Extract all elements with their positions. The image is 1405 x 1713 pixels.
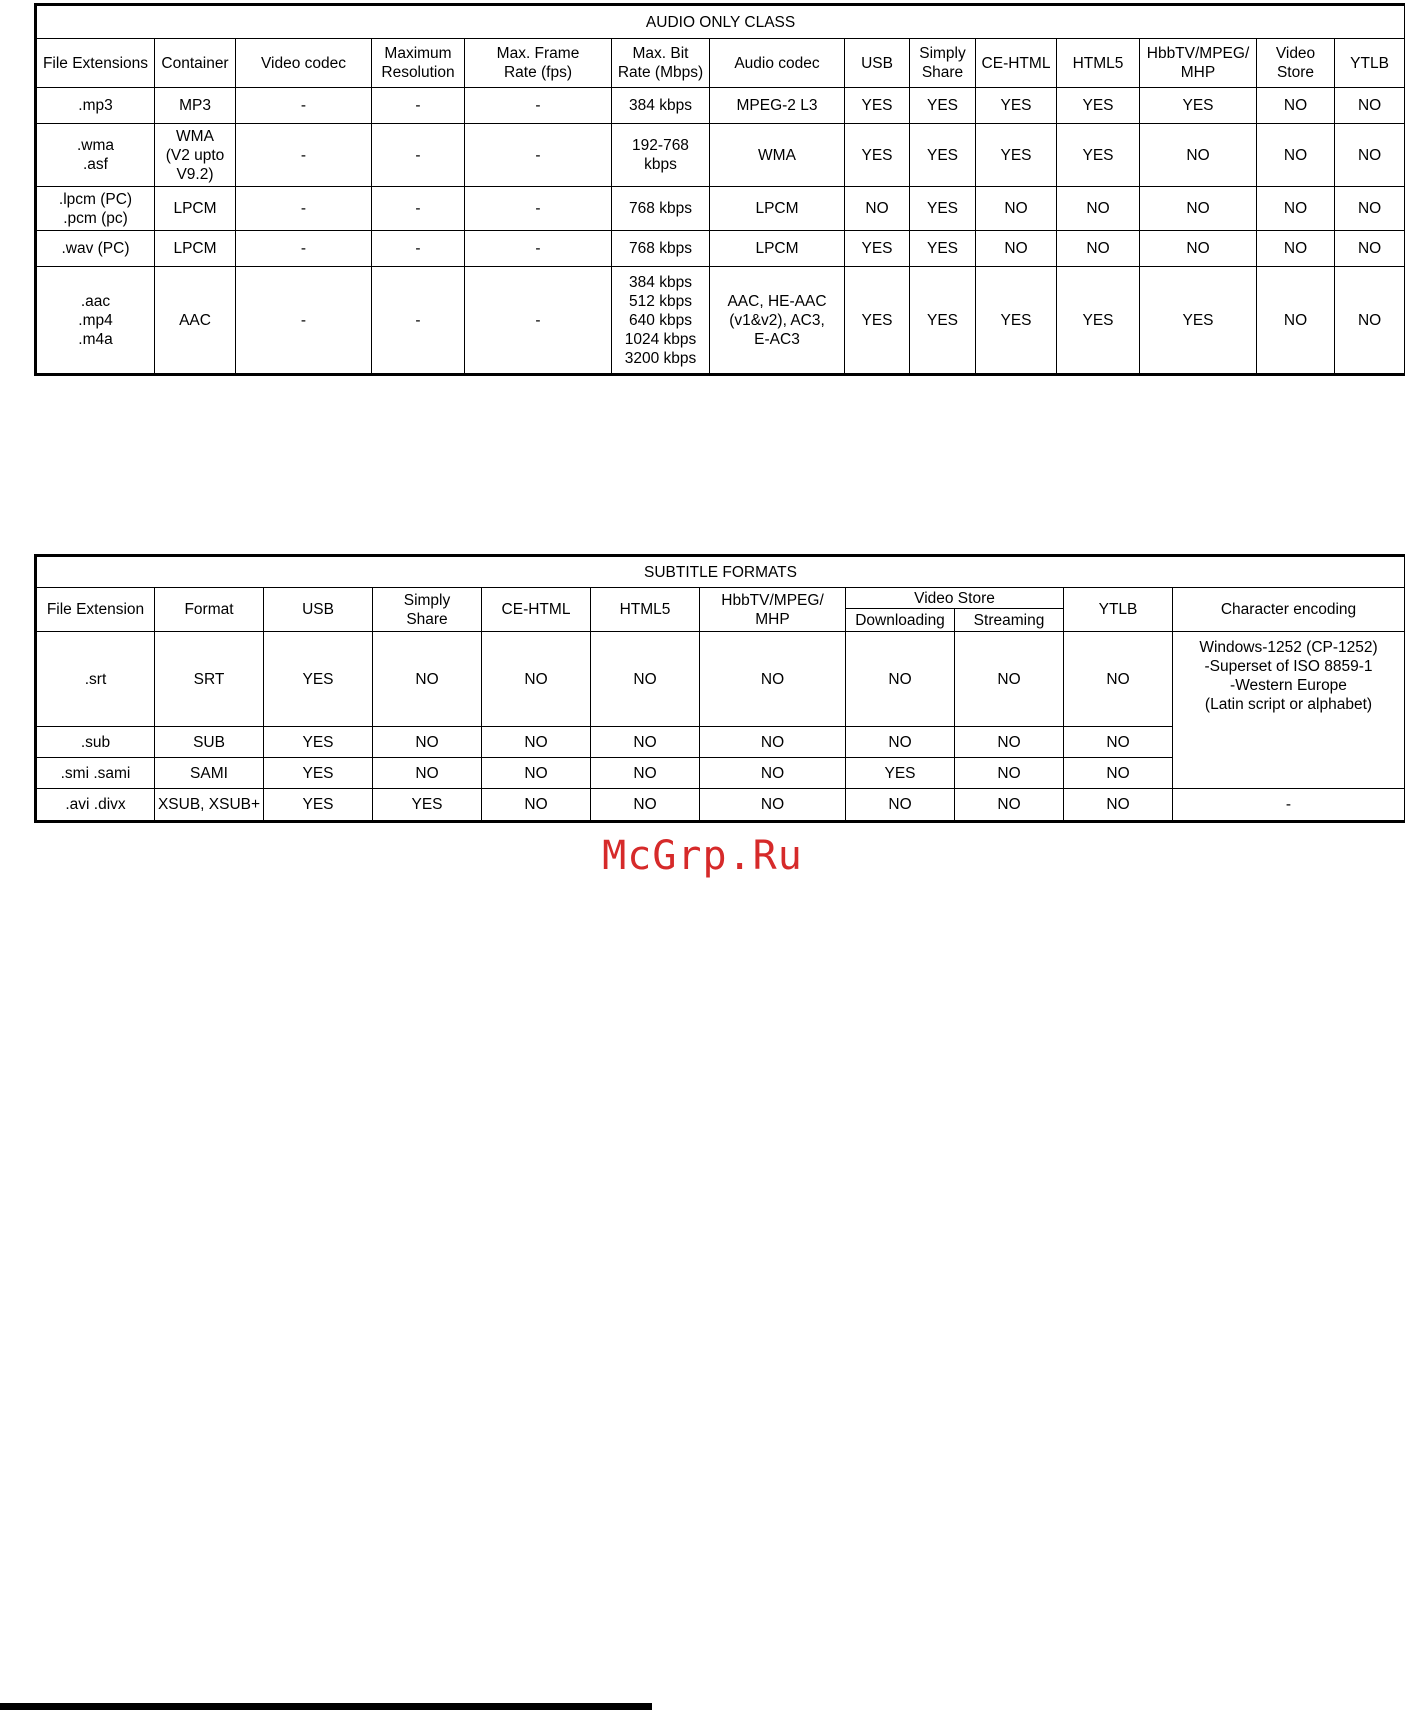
table-cell: .wav (PC): [36, 231, 155, 267]
table-cell: .mp3: [36, 88, 155, 124]
table-cell: NO: [1057, 231, 1140, 267]
table-cell: -: [236, 124, 372, 187]
table-row: [36, 88, 1405, 124]
table-cell: NO: [976, 187, 1057, 231]
table-cell: -: [372, 267, 465, 375]
table-cell: NO: [482, 727, 591, 758]
header-usb: USB: [845, 39, 910, 88]
table-cell: -: [236, 267, 372, 375]
table-cell: -: [465, 231, 612, 267]
header-character-encoding: Character encoding: [1173, 588, 1405, 632]
table-cell: YES: [910, 187, 976, 231]
character-encoding-divx-cell: -: [1173, 789, 1405, 822]
header-video-store: Video Store: [1257, 39, 1335, 88]
table-cell: YES: [910, 231, 976, 267]
table-cell: NO: [1140, 231, 1257, 267]
table-cell: LPCM: [710, 231, 845, 267]
table-cell: NO: [482, 632, 591, 727]
table-cell: YES: [264, 632, 373, 727]
table-cell: NO: [1140, 187, 1257, 231]
table-cell: -: [372, 88, 465, 124]
table-cell: NO: [1064, 632, 1173, 727]
table-cell: NO: [1064, 727, 1173, 758]
table-cell: NO: [976, 231, 1057, 267]
table-cell: YES: [910, 124, 976, 187]
table-cell: NO: [1335, 88, 1405, 124]
table-cell: NO: [482, 758, 591, 789]
table-cell: NO: [591, 758, 700, 789]
table-cell: NO: [1257, 231, 1335, 267]
table-row: [36, 187, 1405, 231]
table-cell: NO: [1335, 231, 1405, 267]
table-cell: NO: [591, 789, 700, 822]
table-cell: YES: [264, 727, 373, 758]
header-video-codec: Video codec: [236, 39, 372, 88]
table-cell: SUB: [155, 727, 264, 758]
table-cell: NO: [1335, 267, 1405, 375]
header-ytlb: YTLB: [1064, 588, 1173, 632]
header-file-extension: File Extension: [36, 588, 155, 632]
table-cell: AAC: [155, 267, 236, 375]
table-cell: .lpcm (PC) .pcm (pc): [36, 187, 155, 231]
table-cell: SRT: [155, 632, 264, 727]
header-hbbtv: HbbTV/MPEG/ MHP: [700, 588, 846, 632]
table-cell: YES: [910, 88, 976, 124]
table-cell: -: [236, 187, 372, 231]
table-cell: YES: [846, 758, 955, 789]
table-cell: NO: [955, 758, 1064, 789]
table-cell: NO: [373, 632, 482, 727]
table-cell: NO: [846, 789, 955, 822]
table-cell: YES: [264, 758, 373, 789]
table-cell: .srt: [36, 632, 155, 727]
table-cell: NO: [1064, 758, 1173, 789]
table-cell: NO: [846, 727, 955, 758]
table-cell: YES: [1057, 267, 1140, 375]
table-cell: YES: [373, 789, 482, 822]
table-cell: -: [236, 231, 372, 267]
table-cell: NO: [1257, 187, 1335, 231]
table-cell: XSUB, XSUB+: [155, 789, 264, 822]
table-cell: YES: [1140, 267, 1257, 375]
table-cell: YES: [976, 267, 1057, 375]
table-cell: YES: [910, 267, 976, 375]
table-cell: .sub: [36, 727, 155, 758]
header-maximum-resolution: Maximum Resolution: [372, 39, 465, 88]
watermark: McGrp.Ru: [602, 833, 803, 879]
character-encoding-cell: Windows-1252 (CP-1252) -Superset of ISO 8859-1 -Western Europe (Latin script or alphabet): [1173, 632, 1405, 789]
table-cell: LPCM: [710, 187, 845, 231]
table-row: [36, 267, 1405, 375]
header-ce-html: CE-HTML: [482, 588, 591, 632]
table-cell: NO: [955, 789, 1064, 822]
table-cell: -: [465, 267, 612, 375]
table-cell: SAMI: [155, 758, 264, 789]
table-cell: .smi .sami: [36, 758, 155, 789]
header-audio-codec: Audio codec: [710, 39, 845, 88]
table-cell: 192-768 kbps: [612, 124, 710, 187]
table-cell: YES: [845, 231, 910, 267]
table-cell: NO: [700, 789, 846, 822]
header-simply-share: Simply Share: [373, 588, 482, 632]
header-streaming: Streaming: [955, 609, 1064, 632]
table-cell: YES: [845, 88, 910, 124]
table-cell: MP3: [155, 88, 236, 124]
table-cell: NO: [700, 632, 846, 727]
table-cell: YES: [1057, 124, 1140, 187]
table-row: [36, 124, 1405, 187]
table-cell: YES: [845, 124, 910, 187]
table-cell: 384 kbps: [612, 88, 710, 124]
table-cell: NO: [373, 727, 482, 758]
header-ce-html: CE-HTML: [976, 39, 1057, 88]
table-cell: 384 kbps 512 kbps 640 kbps 1024 kbps 3200 kbps: [612, 267, 710, 375]
table-cell: YES: [976, 88, 1057, 124]
table-cell: YES: [1057, 88, 1140, 124]
footer-rule: [0, 1703, 652, 1710]
header-downloading: Downloading: [846, 609, 955, 632]
table-cell: NO: [591, 727, 700, 758]
table-cell: .wma .asf: [36, 124, 155, 187]
header-container: Container: [155, 39, 236, 88]
table-cell: NO: [1335, 187, 1405, 231]
table-cell: NO: [1257, 88, 1335, 124]
header-video-store: Video Store: [846, 588, 1064, 609]
table-cell: -: [372, 124, 465, 187]
header-max-bit-rate: Max. Bit Rate (Mbps): [612, 39, 710, 88]
table-cell: MPEG-2 L3: [710, 88, 845, 124]
table-cell: NO: [1140, 124, 1257, 187]
table-cell: LPCM: [155, 231, 236, 267]
header-format: Format: [155, 588, 264, 632]
table-cell: NO: [700, 727, 846, 758]
table-cell: NO: [1257, 267, 1335, 375]
subtitle-formats-table: [34, 554, 1405, 823]
table-cell: NO: [1064, 789, 1173, 822]
table-row: [36, 789, 1405, 822]
header-ytlb: YTLB: [1335, 39, 1405, 88]
table-cell: YES: [976, 124, 1057, 187]
table-cell: 768 kbps: [612, 231, 710, 267]
table-row: [36, 231, 1405, 267]
table-cell: NO: [845, 187, 910, 231]
table-cell: YES: [845, 267, 910, 375]
header-simply-share: Simply Share: [910, 39, 976, 88]
table-cell: -: [465, 88, 612, 124]
table-cell: .avi .divx: [36, 789, 155, 822]
table-cell: NO: [373, 758, 482, 789]
header-file-extensions: File Extensions: [36, 39, 155, 88]
header-usb: USB: [264, 588, 373, 632]
table-cell: -: [372, 187, 465, 231]
table-cell: NO: [955, 727, 1064, 758]
table-cell: YES: [1140, 88, 1257, 124]
table-cell: .aac .mp4 .m4a: [36, 267, 155, 375]
table-cell: NO: [1335, 124, 1405, 187]
table-cell: LPCM: [155, 187, 236, 231]
table-cell: AAC, HE-AAC (v1&v2), AC3, E-AC3: [710, 267, 845, 375]
table-cell: NO: [846, 632, 955, 727]
table-row: [36, 632, 1405, 727]
table-cell: -: [236, 88, 372, 124]
audio-only-class-table: [34, 3, 1405, 376]
table-cell: -: [465, 124, 612, 187]
table-cell: 768 kbps: [612, 187, 710, 231]
table-cell: NO: [955, 632, 1064, 727]
table-cell: NO: [482, 789, 591, 822]
table-cell: -: [465, 187, 612, 231]
header-max-frame-rate: Max. Frame Rate (fps): [465, 39, 612, 88]
subtitle-table-title: SUBTITLE FORMATS: [36, 556, 1405, 588]
header-hbbtv: HbbTV/MPEG/ MHP: [1140, 39, 1257, 88]
table-cell: NO: [700, 758, 846, 789]
table-cell: YES: [264, 789, 373, 822]
table-cell: NO: [1257, 124, 1335, 187]
header-html5: HTML5: [1057, 39, 1140, 88]
table-cell: WMA: [710, 124, 845, 187]
table-cell: NO: [1057, 187, 1140, 231]
audio-table-title: AUDIO ONLY CLASS: [36, 5, 1405, 39]
table-cell: NO: [591, 632, 700, 727]
header-html5: HTML5: [591, 588, 700, 632]
table-cell: WMA (V2 upto V9.2): [155, 124, 236, 187]
table-cell: -: [372, 231, 465, 267]
